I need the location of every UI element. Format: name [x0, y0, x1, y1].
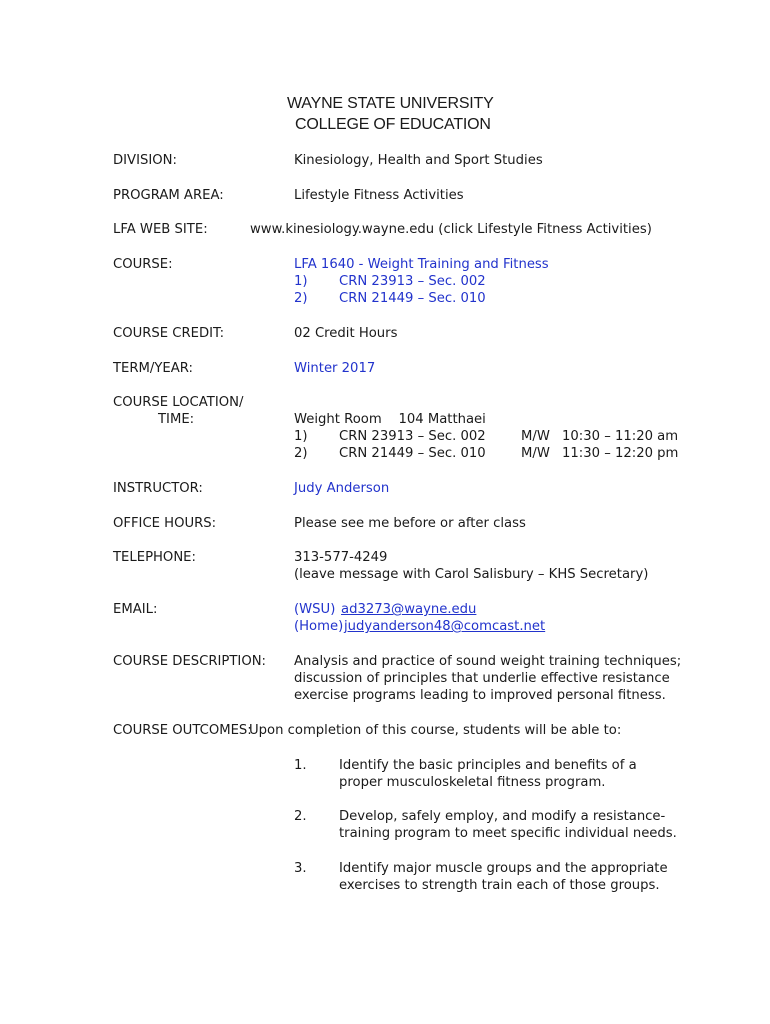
web-site-value: www.kinesiology.wayne.edu (click Lifestyle Fitness Activities) [250, 222, 652, 237]
email-label: EMAIL: [113, 602, 158, 617]
schedule-crn: CRN 21449 – Sec. 010 [339, 446, 486, 461]
course-description-line: exercise programs leading to improved personal fitness. [294, 688, 666, 703]
course-description-label: COURSE DESCRIPTION: [113, 654, 267, 669]
college-title: COLLEGE OF EDUCATION [295, 116, 491, 133]
division-value: Kinesiology, Health and Sport Studies [294, 153, 543, 168]
schedule-time: 10:30 – 11:20 am [562, 429, 679, 444]
outcome-line: training program to meet specific individual needs. [339, 826, 677, 841]
course-section-crn: CRN 21449 – Sec. 010 [339, 291, 486, 306]
outcome-number: 1. [294, 758, 307, 773]
time-label: TIME: [158, 412, 195, 427]
course-credit-value: 02 Credit Hours [294, 326, 398, 341]
outcome-line: exercises to strength train each of those groups. [339, 878, 660, 893]
course-outcomes-intro: Upon completion of this course, students will be able to: [249, 723, 622, 738]
instructor-label: INSTRUCTOR: [113, 481, 203, 496]
course-label: COURSE: [113, 257, 173, 272]
office-hours-value: Please see me before or after class [294, 516, 526, 531]
home-email-prefix: (Home) [294, 619, 344, 634]
schedule-time: 11:30 – 12:20 pm [562, 446, 679, 461]
schedule-days: M/W [521, 429, 550, 444]
program-area-label: PROGRAM AREA: [113, 188, 224, 203]
instructor-value: Judy Anderson [294, 481, 390, 496]
telephone-number: 313-577-4249 [294, 550, 388, 565]
schedule-num: 1) [294, 429, 308, 444]
wsu-email-prefix: (WSU) [294, 602, 336, 617]
course-outcomes-label: COURSE OUTCOMES: [113, 723, 252, 738]
web-site-label: LFA WEB SITE: [113, 222, 208, 237]
term-year-label: TERM/YEAR: [113, 361, 193, 376]
telephone-note: (leave message with Carol Salisbury – KHS Secretary) [294, 567, 649, 582]
schedule-num: 2) [294, 446, 308, 461]
course-title: LFA 1640 - Weight Training and Fitness [294, 257, 549, 272]
home-email-link[interactable]: judyanderson48@comcast.net [344, 619, 546, 634]
course-section-num: 2) [294, 291, 308, 306]
schedule-days: M/W [521, 446, 550, 461]
university-title: WAYNE STATE UNIVERSITY [287, 95, 494, 112]
location-label: COURSE LOCATION/ [113, 395, 244, 410]
course-section-num: 1) [294, 274, 308, 289]
course-description-line: Analysis and practice of sound weight training techniques; [294, 654, 682, 669]
office-hours-label: OFFICE HOURS: [113, 516, 217, 531]
division-label: DIVISION: [113, 153, 177, 168]
course-description-line: discussion of principles that underlie effective resistance [294, 671, 670, 686]
outcome-line: Develop, safely employ, and modify a resistance- [339, 809, 666, 824]
outcome-line: Identify the basic principles and benefits of a [339, 758, 637, 773]
outcome-number: 2. [294, 809, 307, 824]
room-value: Weight Room 104 Matthaei [294, 412, 486, 427]
course-section-crn: CRN 23913 – Sec. 002 [339, 274, 486, 289]
outcome-line: proper musculoskeletal fitness program. [339, 775, 606, 790]
wsu-email-link[interactable]: ad3273@wayne.edu [341, 602, 477, 617]
outcome-line: Identify major muscle groups and the appropriate [339, 861, 668, 876]
schedule-crn: CRN 23913 – Sec. 002 [339, 429, 486, 444]
term-year-value: Winter 2017 [294, 361, 376, 376]
outcome-number: 3. [294, 861, 307, 876]
telephone-label: TELEPHONE: [113, 550, 196, 565]
program-area-value: Lifestyle Fitness Activities [294, 188, 464, 203]
course-credit-label: COURSE CREDIT: [113, 326, 225, 341]
